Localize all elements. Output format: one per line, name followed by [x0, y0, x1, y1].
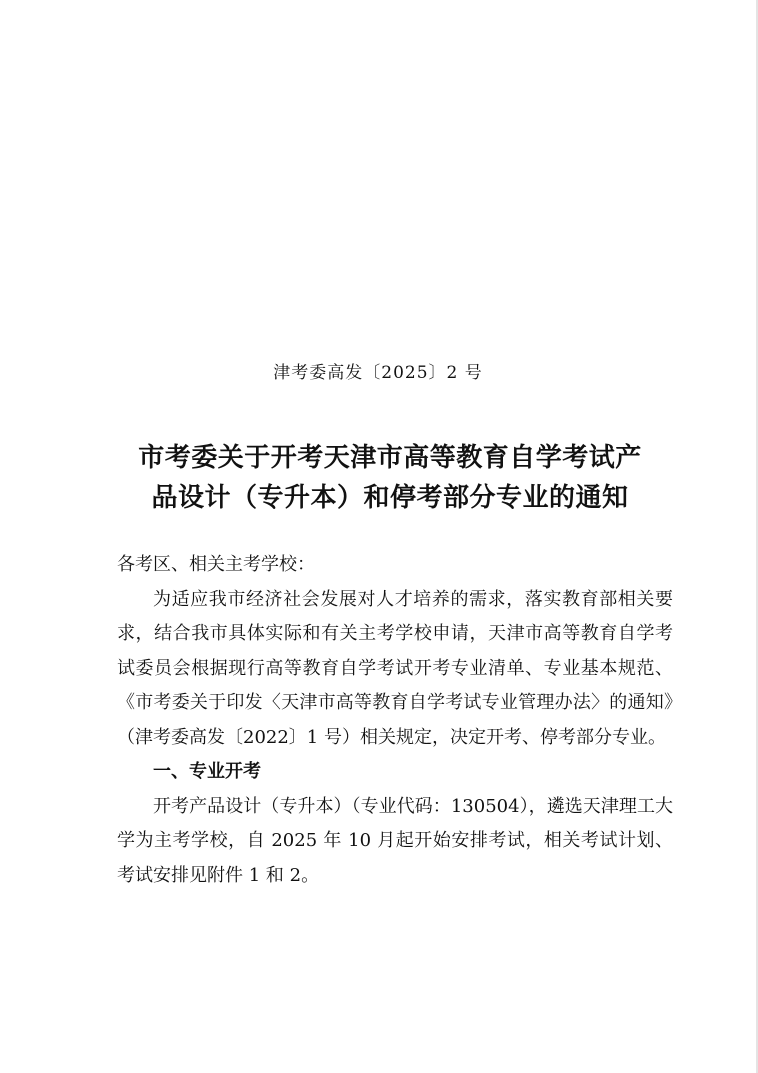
- title-line-1: 市考委关于开考天津市高等教育自学考试产: [138, 443, 642, 473]
- salutation: 各考区、相关主考学校：: [117, 554, 315, 575]
- title-line-2: 品设计（专升本）和停考部分专业的通知: [151, 483, 629, 513]
- paragraph-intro: 为适应我市经济社会发展对人才培养的需求，落实教育部相关要求，结合我市具体实际和有关主考学校申请，天津市高等教育自学考试委员会根据现行高等教育自学考试开考专业清单、专业基本规范、《市考委关于印发〈天津市高等教育自学考试专业管理办法〉的通知》（津考委高发〔2022〕1 号）相关规定，决定开考、停考部分专业。: [117, 588, 673, 748]
- paragraph-open-major: 开考产品设计（专升本）（专业代码：130504），遴选天津理工大学为主考学校，自 2025 年 10 月起开始安排考试，相关考试计划、考试安排见附件 1 和 2。: [117, 795, 673, 886]
- document-title: [110, 438, 670, 518]
- document-number: 津考委高发〔2025〕2 号: [273, 363, 483, 383]
- section-heading-open-major: 一、专业开考: [153, 761, 261, 782]
- document-body: [117, 548, 673, 893]
